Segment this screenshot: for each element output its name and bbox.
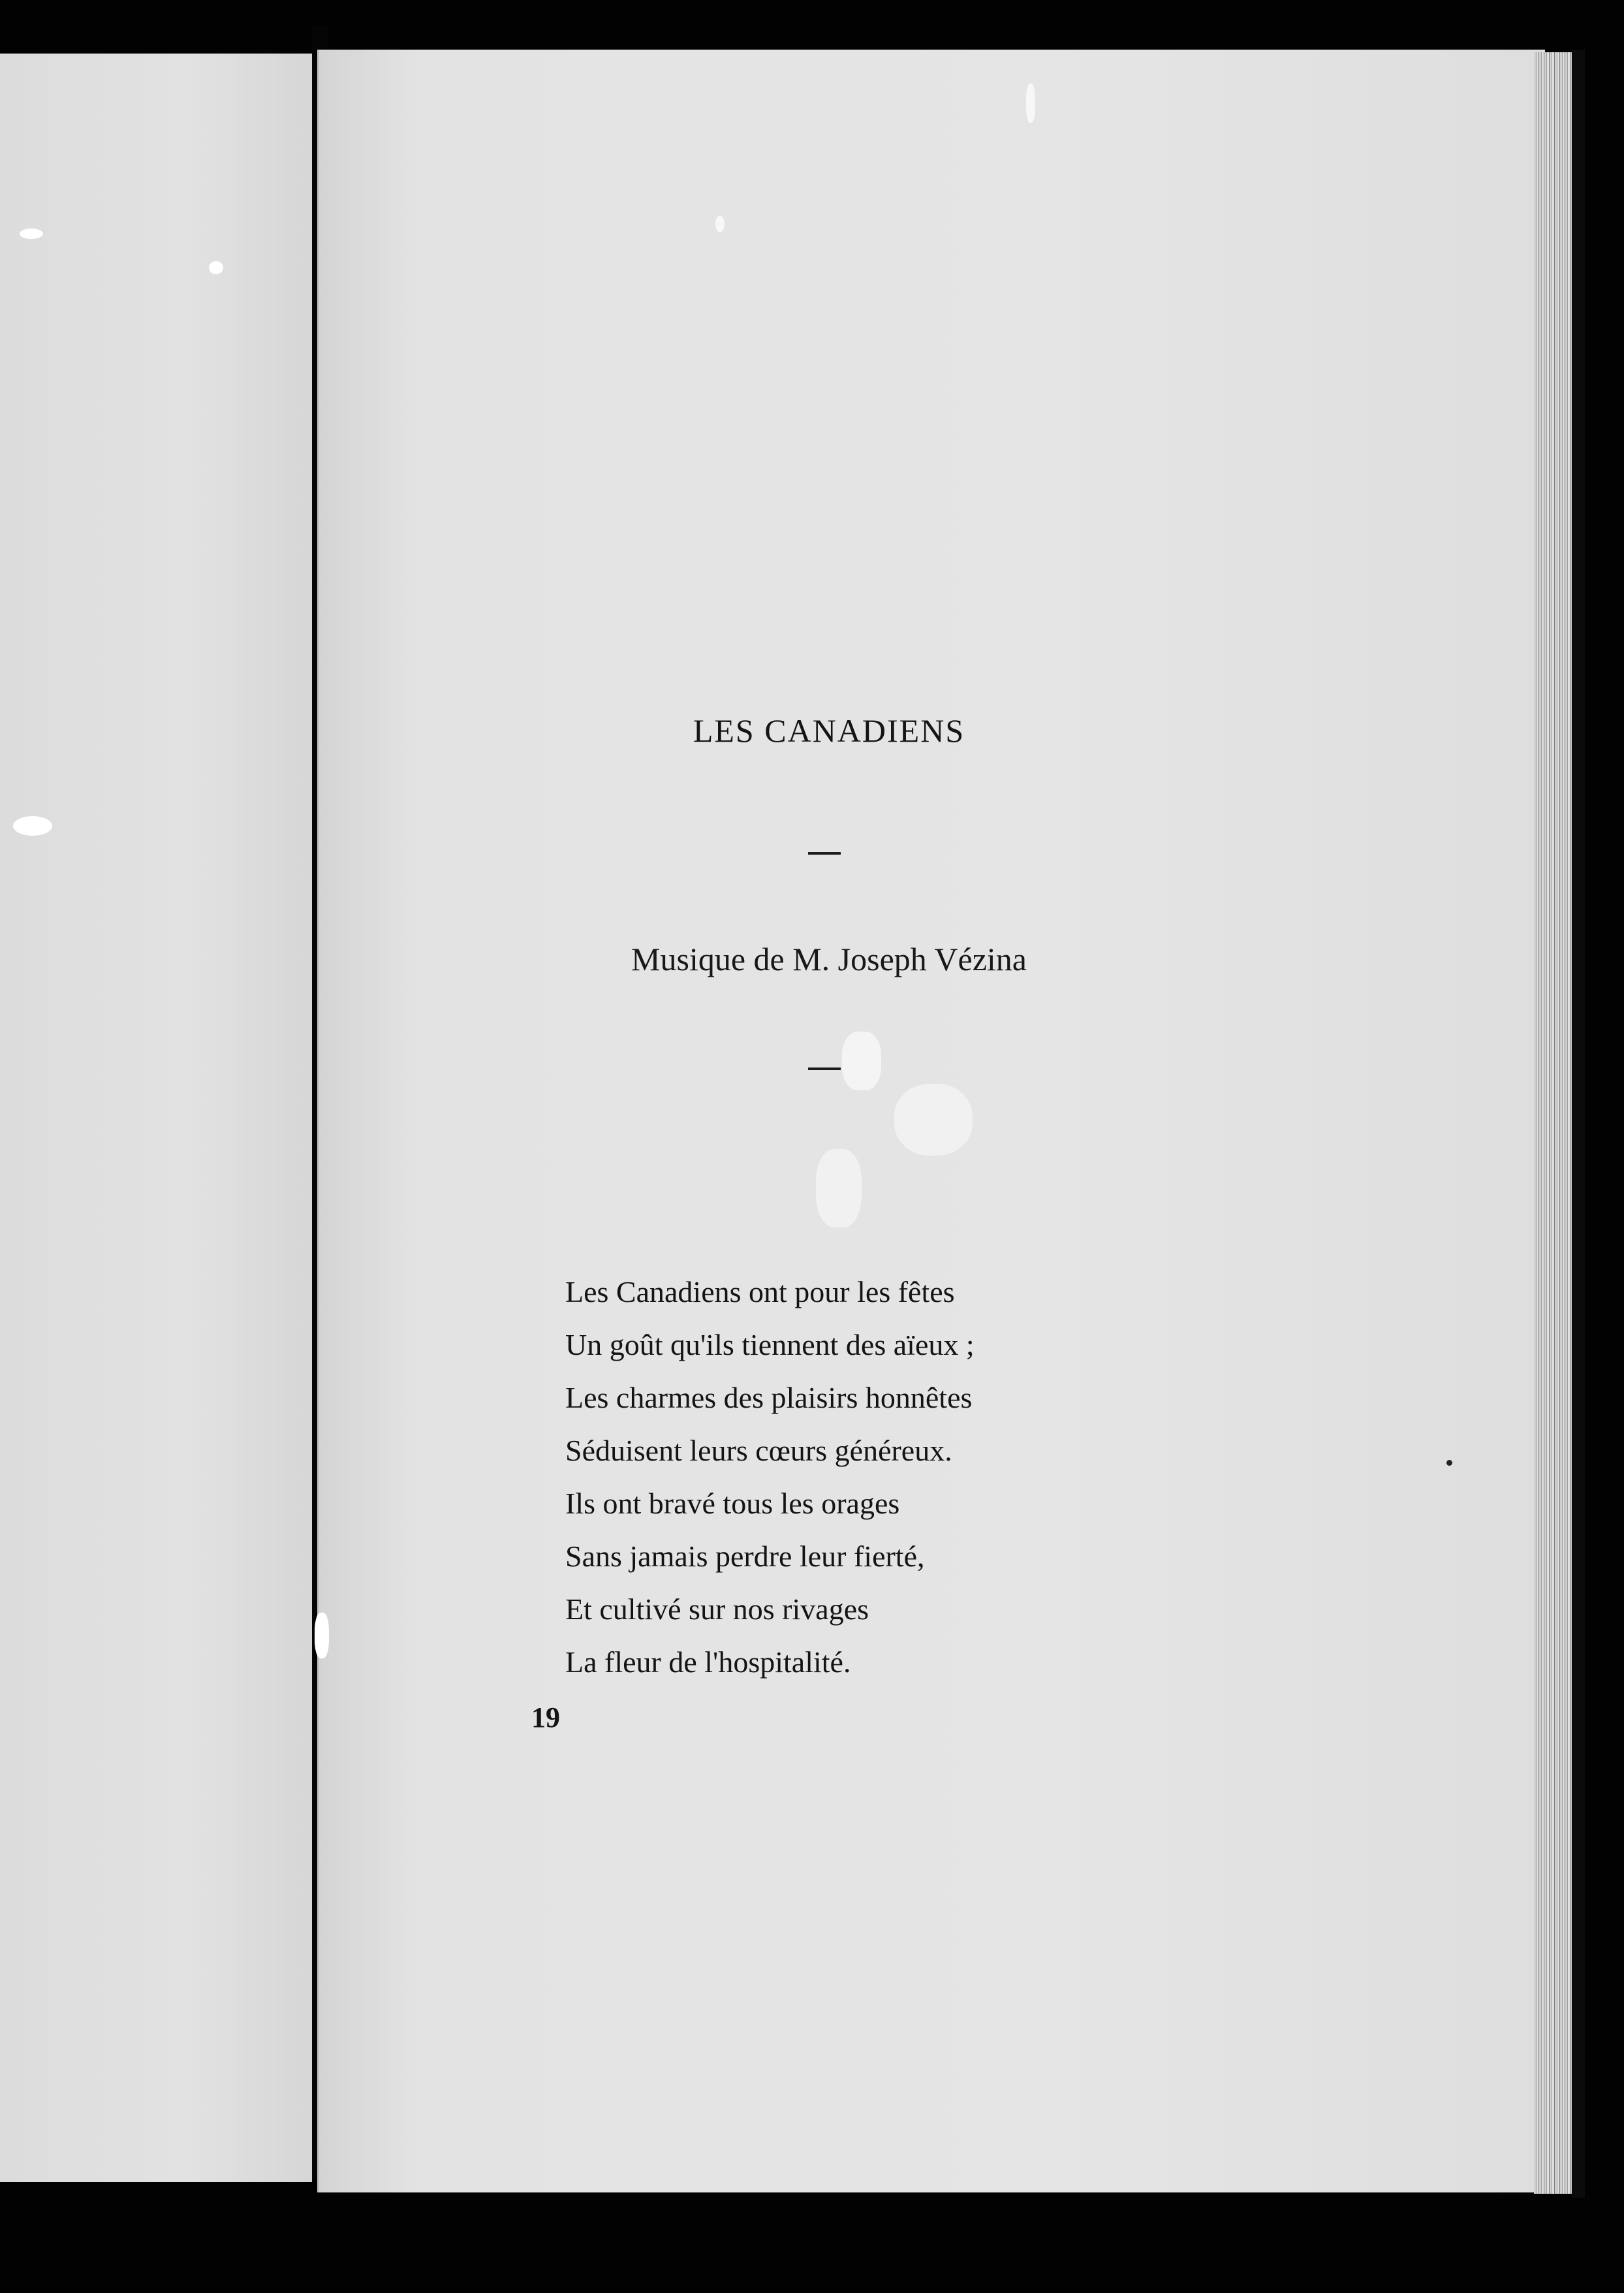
verse-line: La fleur de l'hospitalité. (565, 1645, 851, 1679)
scan-speck (842, 1032, 881, 1090)
scan-speck (816, 1149, 862, 1227)
credit-divider (808, 1067, 841, 1070)
title-divider (808, 852, 841, 855)
poem-title: LES CANADIENS (693, 712, 965, 749)
scan-speck (715, 215, 725, 232)
verse-line: Les charmes des plaisirs honnêtes (565, 1381, 973, 1414)
scan-speck (315, 1613, 329, 1658)
page-number: 19 (531, 1701, 560, 1733)
music-credit: Musique de M. Joseph Vézina (631, 941, 1027, 977)
verse-line: Et cultivé sur nos rivages (565, 1592, 869, 1626)
verse-line: Séduisent leurs cœurs généreux. (565, 1434, 952, 1467)
scan-speck (209, 261, 223, 274)
page-edges-shadow (1572, 50, 1585, 2198)
scan-speck (1026, 84, 1035, 123)
verse-line: Sans jamais perdre leur fierté, (565, 1540, 925, 1573)
verse-stanza (565, 1265, 975, 1688)
scan-speck (894, 1084, 973, 1156)
scan-speck (1446, 1460, 1452, 1466)
page-edges (1534, 52, 1576, 2194)
verse-line: Un goût qu'ils tiennent des aïeux ; (565, 1328, 975, 1361)
scan-speck (13, 816, 52, 836)
previous-page-fragment (0, 54, 312, 2182)
scan-speck (20, 229, 43, 239)
verse-line: Les Canadiens ont pour les fêtes (565, 1275, 955, 1308)
verse-line: Ils ont bravé tous les orages (565, 1487, 900, 1520)
